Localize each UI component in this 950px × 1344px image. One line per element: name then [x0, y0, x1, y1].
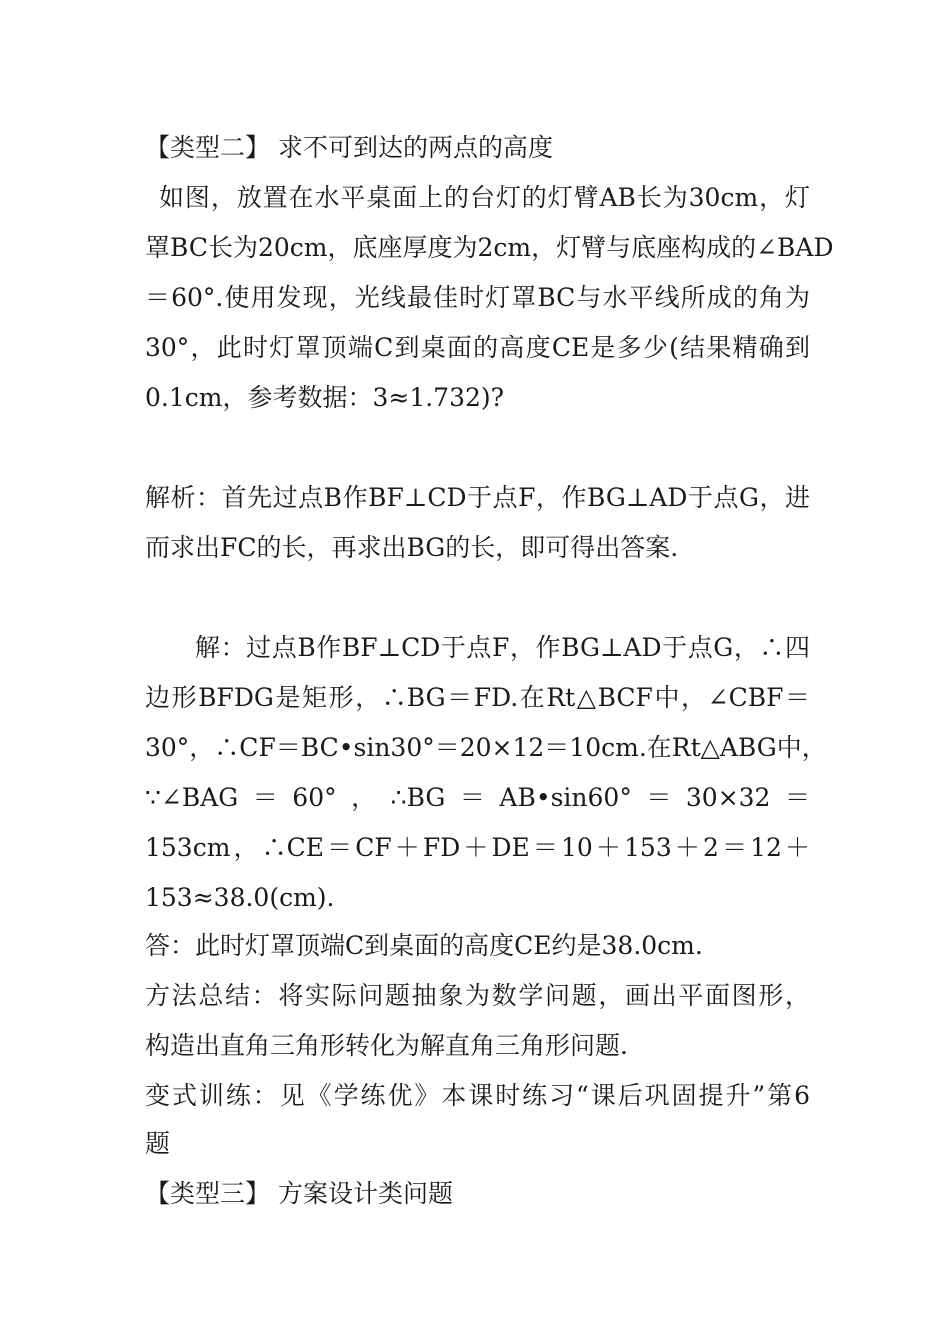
solution-line-1: 解：过点B作BF⊥CD于点F，作BG⊥AD于点G，∴四: [195, 633, 810, 662]
variant-line-1: 变式训练：见《学练优》本课时练习“课后巩固提升”第6: [145, 1081, 810, 1110]
problem-line-1: 如图，放置在水平桌面上的台灯的灯臂AB长为30cm，灯: [159, 183, 810, 212]
answer-line: 答：此时灯罩顶端C到桌面的高度CE约是38.0cm.: [145, 931, 703, 960]
type3-heading: 【类型三】 方案设计类问题: [145, 1179, 453, 1208]
analysis-line-1: 解析：首先过点B作BF⊥CD于点F，作BG⊥AD于点G，进: [145, 483, 810, 512]
problem-line-4: 30°，此时灯罩顶端C到桌面的高度CE是多少(结果精确到: [145, 333, 810, 362]
problem-line-5: 0.1cm，参考数据：3≈1.732)?: [145, 383, 505, 412]
analysis-line-2: 而求出FC的长，再求出BG的长，即可得出答案.: [145, 533, 679, 562]
problem-line-2: 罩BC长为20cm，底座厚度为2cm，灯臂与底座构成的∠BAD: [145, 233, 834, 262]
solution-line-2: 边形BFDG是矩形，∴BG＝FD.在Rt△BCF中，∠CBF＝: [145, 683, 810, 712]
problem-line-3: ＝60°.使用发现，光线最佳时灯罩BC与水平线所成的角为: [145, 283, 810, 312]
type2-heading: 【类型二】 求不可到达的两点的高度: [145, 133, 553, 162]
method-line-1: 方法总结：将实际问题抽象为数学问题，画出平面图形，: [145, 981, 810, 1010]
variant-line-2: 题: [145, 1129, 171, 1158]
solution-line-6: 153≈38.0(cm).: [145, 883, 335, 912]
solution-line-5: 153cm，∴CE＝CF＋FD＋DE＝10＋153＋2＝12＋: [145, 833, 810, 862]
solution-line-3: 30°，∴CF＝BC•sin30°＝20×12＝10cm.在Rt△ABG中，: [145, 733, 827, 762]
solution-line-4: ∵∠BAG＝60°，∴BG＝AB•sin60°＝30×32＝: [145, 783, 810, 812]
method-line-2: 构造出直角三角形转化为解直角三角形问题.: [145, 1031, 628, 1060]
